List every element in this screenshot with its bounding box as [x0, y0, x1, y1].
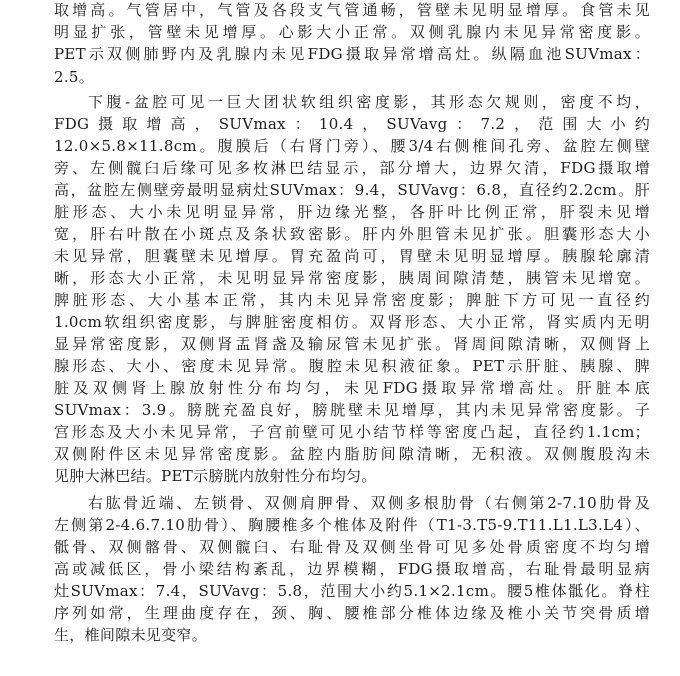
- text-line: PET示双侧肺野内及乳腺内未见FDG摄取异常增高灶。纵隔血池SUVmax：: [54, 45, 650, 63]
- text-line: 高，盆腔左侧壁旁最明显病灶SUVmax：9.4，SUVavg：6.8，直径约2.2cm。肝: [54, 181, 650, 199]
- text-line: 骶骨、双侧髂骨、双侧髋臼、右耻骨及双侧坐骨可见多处骨质密度不均匀增: [54, 538, 650, 556]
- text-line: 显异常密度影，双侧肾盂肾盏及输尿管未见扩张。肾周间隙清晰，双侧肾上: [54, 335, 650, 353]
- text-line: SUVmax：3.9。膀胱充盈良好，膀胱壁未见增厚，其内未见异常密度影。子: [54, 401, 650, 419]
- text-line: 双侧附件区未见异常密度影。盆腔内脂肪间隙清晰，无积液。双侧腹股沟未: [54, 445, 650, 463]
- text-line: 旁、左侧髋臼后缘可见多枚淋巴结显示，部分增大，边界欠清，FDG摄取增: [54, 159, 650, 177]
- text-line: 脏及双侧肾上腺放射性分布均匀，未见FDG摄取异常增高灶。肝脏本底: [54, 379, 650, 397]
- text-line: FDG摄取增高，SUVmax：10.4，SUVavg：7.2，范围大小约: [54, 115, 650, 133]
- text-line: 高或减低区，骨小梁结构紊乱，边界模糊，FDG摄取增高，右耻骨最明显病: [54, 560, 650, 578]
- text-line: 右肱骨近端、左锁骨、双侧肩胛骨、双侧多根肋骨（右侧第2-7.10肋骨及: [88, 494, 650, 512]
- text-line: 脾脏形态、大小基本正常，其内未见异常密度影；脾脏下方可见一直径约: [54, 291, 650, 309]
- text-line: 左侧第2-4.6.7.10肋骨）、胸腰椎多个椎体及附件（T1-3.T5-9.T11.L1.L3.L4）、: [54, 516, 650, 534]
- text-line: 2.5。: [54, 68, 95, 86]
- text-line: 明显扩张，管壁未见增厚。心影大小正常。双侧乳腺内未见异常密度影。: [54, 23, 650, 41]
- text-line: 宽，肝右叶散在小斑点及条状致密影。肝内外胆管未见扩张。胆囊形态大小: [54, 225, 650, 243]
- text-line: 宫形态及大小未见异常，子宫前壁可见小结节样等密度凸起，直径约1.1cm；: [54, 423, 650, 441]
- text-line: 晰，形态大小正常，未见明显异常密度影，胰周间隙清楚，胰管未见增宽。: [54, 269, 650, 287]
- text-line: 腺形态、大小、密度未见异常。腹腔未见积液征象。PET示肝脏、胰腺、脾: [54, 357, 650, 375]
- text-line: 脏形态、大小未见明显异常，肝边缘光整，各肝叶比例正常，肝裂未见增: [54, 203, 650, 221]
- text-line: 未见异常，胆囊壁未见增厚。胃充盈尚可，胃壁未见明显增厚。胰腺轮廓清: [54, 247, 650, 265]
- text-line: 取增高。气管居中，气管及各段支气管通畅，管壁未见明显增厚。食管未见: [54, 1, 650, 19]
- text-line: 生，椎间隙未见变窄。: [54, 626, 208, 644]
- text-line: 1.0cm软组织密度影，与脾脏密度相仿。双肾形态、大小正常，肾实质内无明: [54, 313, 650, 331]
- text-line: 序列如常，生理曲度存在，颈、胸、腰椎部分椎体边缘及椎小关节突骨质增: [54, 604, 650, 622]
- text-line: 见肿大淋巴结。PET示膀胱内放射性分布均匀。: [54, 467, 377, 485]
- text-line: 下腹-盆腔可见一巨大团状软组织密度影，其形态欠规则，密度不均，: [88, 93, 650, 111]
- text-line: 灶SUVmax：7.4，SUVavg：5.8，范围大小约5.1×2.1cm。腰5椎体骶化。脊柱: [54, 582, 650, 600]
- text-line: 12.0×5.8×11.8cm。腹膜后（右肾门旁）、腰3/4右侧椎间孔旁、盆腔左侧壁: [54, 137, 650, 155]
